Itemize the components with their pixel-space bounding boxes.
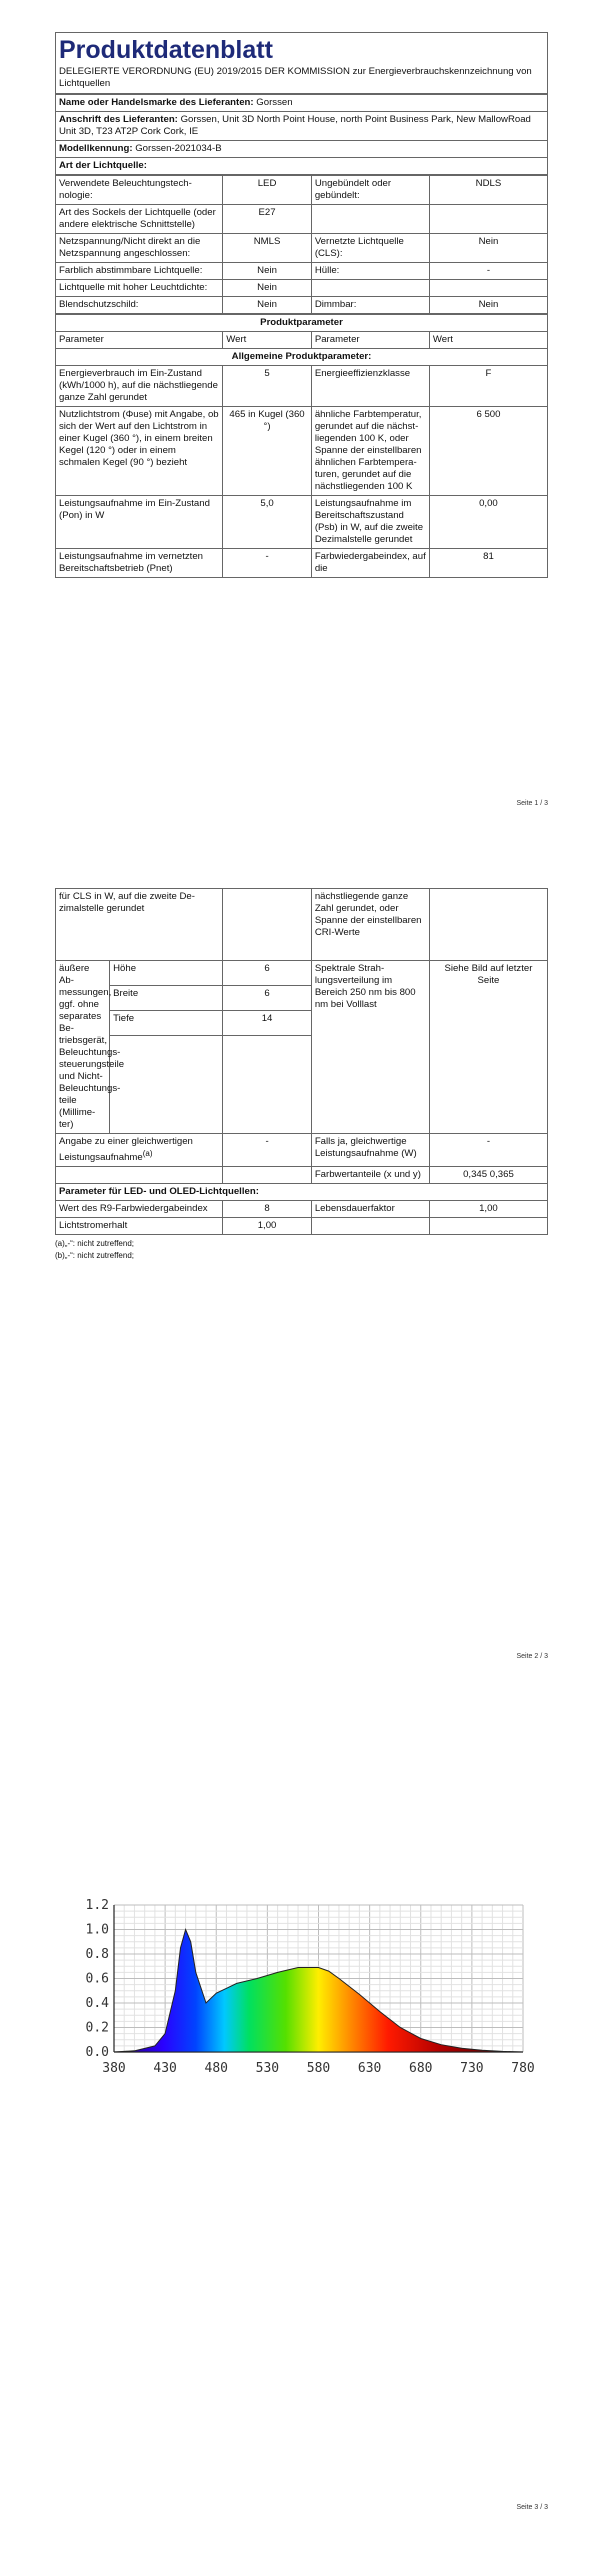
dimensions-label: äußere Abmessungen, ggf. ohne separates Betriebsgerät, Beleuchtungssteuerungsteile und Nicht-Beleuchtungsteile (Millimeter) xyxy=(56,961,110,1134)
light-source-row xyxy=(56,205,548,234)
y-tick-label: 0.4 xyxy=(85,1996,109,2011)
page-title: Produktdatenblatt xyxy=(59,36,273,64)
equiv-power-label: Angabe zu einer gleichwertigen Leistungsaufnahme$^{(a)}$ xyxy=(56,1134,223,1167)
param-label: Nutzlichtstrom (Φuse) mit Angabe, ob sich der Wert auf den Lichtstrom in einer Kugel (360 °), in einem breiten Kegel (120 °) oder in einem schmalen Kegel (90 °) bezieht xyxy=(56,407,223,496)
ls-param-label: Blendschutzschild: xyxy=(56,297,223,314)
regulation-text: DELEGIERTE VERORDNUNG (EU) 2019/2015 DER KOMMISSION zur Energieverbrauchskennzeichnung von Lichtquellen xyxy=(59,66,532,89)
survival-factor-label: Lebensdauerfaktor xyxy=(311,1201,429,1218)
title-box xyxy=(55,32,548,94)
ls-param-value: Nein xyxy=(223,263,312,280)
general-params-heading: Allgemeine Produktparameter: xyxy=(56,349,548,366)
product-params-heading: Produktparameter xyxy=(56,315,548,332)
product-param-row xyxy=(56,366,548,407)
page-footer: Seite 3 / 3 xyxy=(516,2504,548,2511)
supplier-name-row: Name oder Handelsmarke des Lieferanten: Gorssen xyxy=(56,95,548,112)
light-source-heading: Art der Lichtquelle: xyxy=(56,158,548,175)
x-tick-label: 630 xyxy=(357,2061,382,2076)
x-tick-label: 580 xyxy=(306,2061,331,2076)
param-value-2: 0,00 xyxy=(429,496,547,549)
light-source-row xyxy=(56,297,548,314)
ls-param-label-2 xyxy=(311,280,429,297)
col-header-parameter-2: Parameter xyxy=(311,332,429,349)
ls-param-value-2: Nein xyxy=(429,234,547,263)
dim-depth-label: Tiefe xyxy=(110,1011,223,1036)
param-label-2: ähnliche Farbtemperatur, gerundet auf die nächstliegenden 100 K, oder Spanne der einstellbaren ähnlichen Farbtemperaturen, gerundet auf die nächstliegenden 100 K xyxy=(311,407,429,496)
ls-param-value-2 xyxy=(429,280,547,297)
ls-param-value: LED xyxy=(223,176,312,205)
x-tick-label: 530 xyxy=(255,2061,280,2076)
param-label-2: Leistungsaufnahme im Bereitschaftszustand (Psb) in W, auf die zweite Dezimalstelle gerundet xyxy=(311,496,429,549)
param-value: 465 in Kugel (360 °) xyxy=(223,407,312,496)
equiv-power-value: - xyxy=(223,1134,312,1167)
ls-param-label: Lichtquelle mit hoher Leuchtdichte: xyxy=(56,280,223,297)
footnote-b: (b)„-“: nicht zutreffend; xyxy=(55,1251,134,1261)
param-label-2: Energieeffizienzklasse xyxy=(311,366,429,407)
product-param-row xyxy=(56,407,548,496)
param-value: - xyxy=(223,549,312,578)
x-tick-label: 430 xyxy=(153,2061,177,2076)
x-tick-labels xyxy=(102,2061,534,2076)
product-params-table xyxy=(55,314,548,578)
product-param-row xyxy=(56,496,548,549)
chromaticity-label: Farbwertanteile (x und y) xyxy=(311,1167,429,1184)
dim-height-label: Höhe xyxy=(110,961,223,986)
datasheet-page-2 xyxy=(55,888,548,1262)
y-tick-label: 0.8 xyxy=(85,1947,109,1962)
ls-param-value-2: Nein xyxy=(429,297,547,314)
equiv-power-right-label: Falls ja, gleichwertige Leistungsaufnahme (W) xyxy=(311,1134,429,1167)
col-header-value-2: Wert xyxy=(429,332,547,349)
param-label: Leistungsaufnahme im Ein-Zustand (Pon) in W xyxy=(56,496,223,549)
ls-param-label-2: Hülle: xyxy=(311,263,429,280)
dim-width-value: 6 xyxy=(223,986,312,1011)
y-tick-labels xyxy=(86,1898,110,2060)
ls-param-label: Verwendete Beleuchtungstechnologie: xyxy=(56,176,223,205)
datasheet-page-1 xyxy=(55,32,548,578)
ls-param-label: Art des Sockels der Lichtquelle (oder andere elektrische Schnittstelle) xyxy=(56,205,223,234)
ls-param-label: Netzspannung/Nicht direkt an die Netzspannung angeschlossen: xyxy=(56,234,223,263)
model-row: Modellkennung: Gorssen-2021034-B xyxy=(56,141,548,158)
ls-param-label-2: Dimmbar: xyxy=(311,297,429,314)
spectral-label: Spektrale Strahlungsverteilung im Bereich 250 nm bis 800 nm bei Volllast xyxy=(311,961,429,1134)
spectral-distribution-chart xyxy=(60,1895,535,2080)
light-source-row xyxy=(56,176,548,205)
col-header-value: Wert xyxy=(223,332,312,349)
ls-param-value: NMLS xyxy=(223,234,312,263)
page-footer: Seite 1 / 3 xyxy=(516,800,548,807)
page-1 xyxy=(0,0,603,853)
lumen-maintenance-value: 1,00 xyxy=(223,1218,312,1235)
param-value-2: 6 500 xyxy=(429,407,547,496)
continued-table xyxy=(55,888,548,1235)
x-tick-label: 680 xyxy=(409,2061,433,2076)
ls-param-label-2 xyxy=(311,205,429,234)
param-value: 5,0 xyxy=(223,496,312,549)
ls-param-value: Nein xyxy=(223,297,312,314)
spectral-value: Siehe Bild auf letzter Seite xyxy=(429,961,547,1134)
dim-height-value: 6 xyxy=(223,961,312,986)
y-tick-label: 1.2 xyxy=(85,1898,109,1913)
dim-width-label: Breite xyxy=(110,986,223,1011)
r9-value: 8 xyxy=(223,1201,312,1218)
x-tick-label: 730 xyxy=(460,2061,484,2076)
param-label: Energieverbrauch im Ein-Zustand (kWh/1000 h), auf die nächstliegende ganze Zahl gerundet xyxy=(56,366,223,407)
page-2 xyxy=(0,853,603,1706)
param-value-2: 81 xyxy=(429,549,547,578)
survival-factor-value: 1,00 xyxy=(429,1201,547,1218)
param-label-2: Farbwiedergabeindex, auf die xyxy=(311,549,429,578)
y-tick-label: 0.6 xyxy=(85,1971,109,1987)
ls-param-label-2: Ungebündelt oder gebündelt: xyxy=(311,176,429,205)
light-source-row xyxy=(56,263,548,280)
continued-left: für CLS in W, auf die zweite Dezimalstelle gerundet xyxy=(56,889,223,961)
light-source-table xyxy=(55,175,548,314)
param-value: 5 xyxy=(223,366,312,407)
ls-param-label-2: Vernetzte Lichtquelle (CLS): xyxy=(311,234,429,263)
ls-param-value: E27 xyxy=(223,205,312,234)
light-source-row xyxy=(56,234,548,263)
chromaticity-value: 0,345 0,365 xyxy=(429,1167,547,1184)
supplier-address-row: Anschrift des Lieferanten: Gorssen, Unit 3D North Point House, north Point Business Park, New MallowRoad Unit 3D, T23 AT2P Cork Cork, IE xyxy=(56,112,548,141)
ls-param-value-2: NDLS xyxy=(429,176,547,205)
x-tick-label: 480 xyxy=(204,2061,228,2076)
param-value-2: F xyxy=(429,366,547,407)
led-params-heading: Parameter für LED- und OLED-Lichtquellen: xyxy=(56,1184,548,1201)
x-tick-label: 380 xyxy=(102,2061,126,2076)
y-tick-label: 0.2 xyxy=(85,2020,109,2036)
equiv-power-right-value: - xyxy=(429,1134,547,1167)
r9-label: Wert des R9-Farbwiedergabeindex xyxy=(56,1201,223,1218)
page-footer: Seite 2 / 3 xyxy=(516,1653,548,1660)
ls-param-value: Nein xyxy=(223,280,312,297)
dim-depth-value: 14 xyxy=(223,1011,312,1036)
product-param-row xyxy=(56,549,548,578)
y-tick-label: 0.0 xyxy=(85,2045,109,2060)
ls-param-value-2: - xyxy=(429,263,547,280)
footnote-a: (a)„-“: nicht zutreffend; xyxy=(55,1239,134,1249)
page-3 xyxy=(0,1706,603,2559)
x-tick-label: 780 xyxy=(511,2061,535,2076)
param-label: Leistungsaufnahme im vernetzten Bereitschaftsbetrieb (Pnet) xyxy=(56,549,223,578)
lumen-maintenance-label: Lichtstromerhalt xyxy=(56,1218,223,1235)
continued-right: nächstliegende ganze Zahl gerundet, oder Spanne der einstellbaren CRI-Werte xyxy=(311,889,429,961)
supplier-table xyxy=(55,94,548,175)
ls-param-label: Farblich abstimmbare Lichtquelle: xyxy=(56,263,223,280)
light-source-row xyxy=(56,280,548,297)
ls-param-value-2 xyxy=(429,205,547,234)
y-tick-label: 1.0 xyxy=(85,1922,109,1938)
col-header-parameter: Parameter xyxy=(56,332,223,349)
